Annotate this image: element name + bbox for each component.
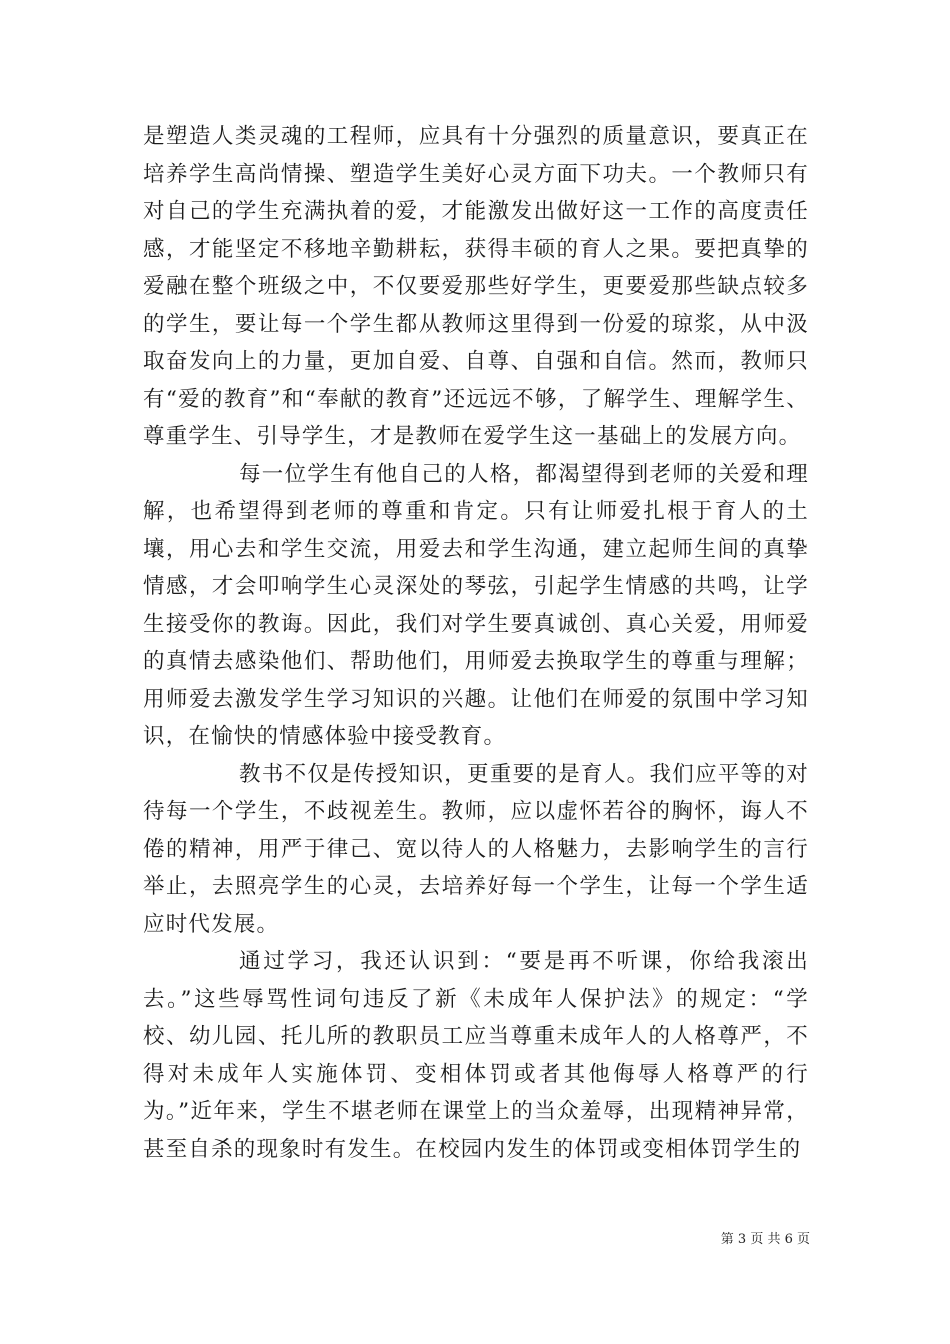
- paragraph-2: 每一位学生有他自己的人格，都渴望得到老师的关爱和理解，也希望得到老师的尊重和肯定。只有让师爱扎根于育人的土壤，用心去和学生交流，用爱去和学生沟通，建立起师生间的真挚情感，才会叩响学生心灵深处的琴弦，引起学生情感的共鸣，让学生接受你的教诲。因此，我们对学生要真诚创、真心关爱，用师爱的真情去感染他们、帮助他们，用师爱去换取学生的尊重与理解；用师爱去激发学生学习知识的兴趣。让他们在师爱的氛围中学习知识，在愉快的情感体验中接受教育。: [143, 461, 809, 749]
- document-body: [143, 118, 809, 1168]
- paragraph-1: 是塑造人类灵魂的工程师，应具有十分强烈的质量意识，要真正在培养学生高尚情操、塑造学生美好心灵方面下功夫。一个教师只有对自己的学生充满执着的爱，才能激发出做好这一工作的高度责任感，才能坚定不移地辛勤耕耘，获得丰硕的育人之果。要把真挚的爱融在整个班级之中，不仅要爱那些好学生，更要爱那些缺点较多的学生，要让每一个学生都从教师这里得到一份爱的琼浆，从中汲取奋发向上的力量，更加自爱、自尊、自强和自信。然而，教师只有“爱的教育”和“奉献的教育”还远远不够，了解学生、理解学生、尊重学生、引导学生，才是教师在爱学生这一基础上的发展方向。: [143, 124, 809, 449]
- paragraph-4: 通过学习，我还认识到：“要是再不听课，你给我滚出去。”这些辱骂性词句违反了新《未成年人保护法》的规定：“学校、幼儿园、托儿所的教职员工应当尊重未成年人的人格尊严，不得对未成年人实施体罚、变相体罚或者其他侮辱人格尊严的行为。”近年来，学生不堪老师在课堂上的当众羞辱，出现精神异常，甚至自杀的现象时有发生。在校园内发生的体罚或变相体罚学生的: [143, 949, 809, 1162]
- page-number-footer: 第 3 页 共 6 页: [720, 1232, 810, 1247]
- paragraph-3: 教书不仅是传授知识，更重要的是育人。我们应平等的对待每一个学生，不歧视差生。教师，应以虚怀若谷的胸怀，诲人不倦的精神，用严于律己、宽以待人的人格魅力，去影响学生的言行举止，去照亮学生的心灵，去培养好每一个学生，让每一个学生适应时代发展。: [143, 761, 809, 937]
